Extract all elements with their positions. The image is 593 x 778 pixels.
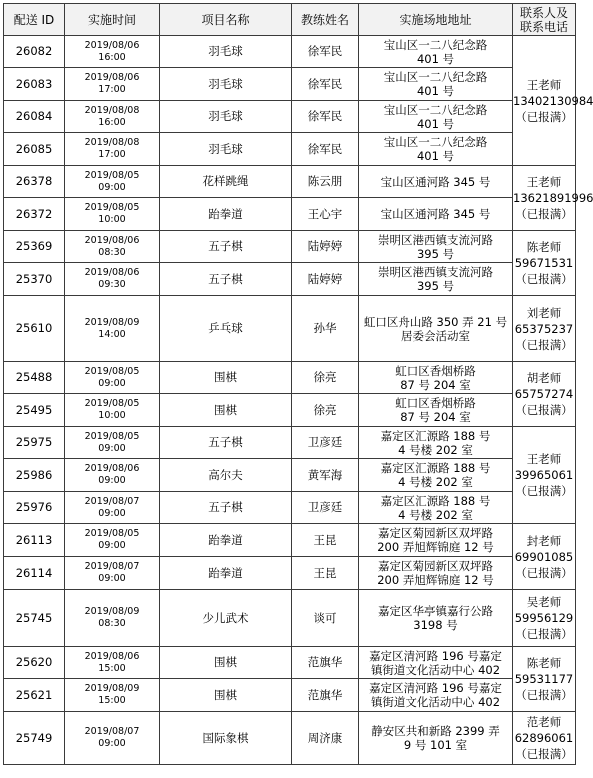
contact-name: 刘老师 — [526, 305, 562, 320]
address-line1: 静安区共和新路 2399 弄 — [371, 724, 500, 738]
project-name: 跆拳道 — [160, 524, 292, 557]
session-clock: 10:00 — [98, 410, 126, 421]
session-date: 2019/08/09 — [84, 316, 140, 328]
session-time — [65, 557, 160, 590]
project-name: 五子棋 — [160, 427, 292, 459]
address-line1: 嘉定区清河路 196 号嘉定 — [369, 648, 502, 663]
address-line1: 嘉定区汇源路 188 号 — [380, 428, 491, 443]
address-line2: 200 弄旭辉锦庭 12 号 — [377, 573, 494, 587]
session-clock: 16:00 — [98, 116, 126, 128]
session-date: 2019/08/07 — [84, 495, 140, 507]
address-line1: 宝山区一二八纪念路 — [383, 102, 488, 117]
venue-address — [359, 524, 513, 557]
address-line2: 200 弄旭辉锦庭 12 号 — [377, 540, 494, 554]
contact-phone: 59671531 — [514, 256, 574, 270]
session-clock: 09:00 — [98, 181, 126, 193]
address-line1: 宝山区一二八纪念路 — [383, 135, 488, 149]
session-time — [65, 647, 160, 679]
table-row — [4, 492, 576, 524]
venue-address — [359, 133, 513, 166]
delivery-id: 25620 — [4, 647, 65, 679]
address-line1: 嘉定区菊园新区双坪路 — [378, 559, 493, 573]
session-clock: 16:00 — [98, 51, 126, 63]
session-date: 2019/08/07 — [84, 726, 140, 737]
contact-name: 范老师 — [526, 715, 562, 729]
table-row — [4, 198, 576, 231]
session-date: 2019/08/06 — [84, 39, 140, 51]
session-clock: 08:30 — [98, 618, 126, 629]
coach-name: 孙华 — [292, 296, 359, 362]
coach-name: 范旗华 — [292, 647, 359, 679]
contact-status: （已报满） — [515, 747, 573, 761]
address-line2: 4 号楼 202 室 — [398, 507, 473, 522]
venue-address — [359, 68, 513, 101]
delivery-id: 26378 — [4, 166, 65, 198]
contact-name: 封老师 — [526, 533, 562, 548]
project-name: 围棋 — [160, 679, 292, 712]
table-row — [4, 557, 576, 590]
contact-status: （已报满） — [515, 688, 573, 702]
session-date: 2019/08/07 — [84, 561, 140, 572]
coach-name: 卫彦廷 — [292, 427, 359, 459]
session-clock: 09:00 — [98, 377, 126, 389]
table-row — [4, 394, 576, 427]
coach-name: 徐军民 — [292, 101, 359, 133]
session-time — [65, 68, 160, 101]
contact-phone: 59956129 — [514, 611, 574, 625]
contact-cell — [513, 524, 576, 590]
coach-name: 王心宇 — [292, 198, 359, 231]
session-date: 2019/08/06 — [84, 650, 140, 662]
session-time — [65, 36, 160, 68]
venue-address — [359, 166, 513, 198]
session-date: 2019/08/05 — [84, 169, 140, 181]
header-project: 项目名称 — [160, 4, 292, 36]
session-time — [65, 679, 160, 712]
contact-name: 王老师 — [526, 77, 562, 92]
table-row — [4, 712, 576, 765]
session-clock: 09:30 — [98, 279, 126, 290]
address-line2: 395 号 — [416, 279, 455, 293]
delivery-id: 25610 — [4, 296, 65, 362]
project-name: 羽毛球 — [160, 68, 292, 101]
venue-address — [359, 557, 513, 590]
session-time — [65, 590, 160, 647]
coach-name: 周济康 — [292, 712, 359, 765]
session-clock: 10:00 — [98, 214, 126, 225]
delivery-id: 25986 — [4, 459, 65, 492]
header-contact-line2: 联系电话 — [519, 19, 568, 34]
contact-phone: 59531177 — [514, 672, 574, 686]
contact-name: 陈老师 — [526, 240, 562, 254]
coach-name: 范旗华 — [292, 679, 359, 712]
session-time — [65, 231, 160, 263]
address-line2: 居委会活动室 — [401, 328, 470, 343]
contact-cell — [513, 166, 593, 231]
project-name: 跆拳道 — [160, 557, 292, 590]
venue-address — [359, 394, 513, 427]
contact-phone: 62896061 — [514, 731, 574, 745]
session-time — [65, 524, 160, 557]
session-clock: 15:00 — [98, 695, 126, 706]
venue-address — [359, 679, 513, 712]
coach-name: 徐亮 — [292, 362, 359, 394]
delivery-id: 25370 — [4, 263, 65, 296]
table-row — [4, 133, 576, 166]
address-line1: 宝山区一二八纪念路 — [383, 37, 488, 52]
delivery-id: 26083 — [4, 68, 65, 101]
table-row — [4, 590, 576, 647]
delivery-id: 26084 — [4, 101, 65, 133]
session-time — [65, 427, 160, 459]
venue-address — [359, 296, 513, 362]
table-row — [4, 166, 576, 198]
session-clock: 09:00 — [98, 738, 126, 749]
address-line1: 嘉定区清河路 196 号嘉定 — [369, 681, 502, 695]
project-name: 羽毛球 — [160, 133, 292, 166]
session-time — [65, 492, 160, 524]
coach-name: 陈云朋 — [292, 166, 359, 198]
delivery-id: 25975 — [4, 427, 65, 459]
contact-status: （已报满） — [515, 403, 573, 417]
coach-name: 谈可 — [292, 590, 359, 647]
session-date: 2019/08/05 — [84, 202, 140, 213]
delivery-id: 25621 — [4, 679, 65, 712]
venue-address — [359, 36, 513, 68]
session-date: 2019/08/05 — [84, 398, 140, 409]
table-body — [4, 36, 593, 765]
project-name: 围棋 — [160, 647, 292, 679]
session-date: 2019/08/06 — [84, 72, 140, 83]
session-clock: 09:00 — [98, 475, 126, 486]
delivery-id: 26372 — [4, 198, 65, 231]
table-row — [4, 427, 576, 459]
session-clock: 09:00 — [98, 540, 126, 551]
session-date: 2019/08/06 — [84, 463, 140, 474]
address-line1: 宝山区通河路 345 号 — [380, 174, 491, 189]
project-name: 围棋 — [160, 394, 292, 427]
contact-cell — [513, 712, 576, 765]
address-line1: 崇明区港西镇支流河路 — [378, 265, 493, 279]
session-clock: 17:00 — [98, 84, 126, 95]
table-row — [4, 524, 576, 557]
project-name: 乒乓球 — [160, 296, 292, 362]
table-row — [4, 36, 576, 68]
address-line1: 嘉定区汇源路 188 号 — [380, 461, 491, 475]
venue-address — [359, 263, 513, 296]
session-time — [65, 296, 160, 362]
address-line1: 虹口区舟山路 350 弄 21 号 — [363, 314, 508, 329]
project-name: 围棋 — [160, 362, 292, 394]
session-time — [65, 712, 160, 765]
contact-phone: 39965061 — [514, 468, 574, 482]
session-clock: 09:00 — [98, 507, 126, 519]
address-line1: 宝山区一二八纪念路 — [383, 70, 488, 84]
session-time — [65, 166, 160, 198]
coach-name: 陆婷婷 — [292, 231, 359, 263]
coach-name: 陆婷婷 — [292, 263, 359, 296]
delivery-id: 25745 — [4, 590, 65, 647]
contact-name: 胡老师 — [526, 371, 562, 385]
delivery-id: 26114 — [4, 557, 65, 590]
delivery-id: 25495 — [4, 394, 65, 427]
coach-name: 徐军民 — [292, 68, 359, 101]
coach-name: 徐军民 — [292, 133, 359, 166]
project-name: 花样跳绳 — [160, 166, 292, 198]
session-date: 2019/08/06 — [84, 234, 140, 246]
address-line2: 87 号 204 室 — [400, 377, 471, 392]
session-date: 2019/08/05 — [84, 430, 140, 442]
table-row — [4, 101, 576, 133]
address-line2: 镇街道文化活动中心 402 — [370, 662, 501, 677]
address-line1: 嘉定区汇源路 188 号 — [380, 493, 491, 508]
contact-name: 王老师 — [526, 175, 562, 189]
address-line2: 395 号 — [416, 246, 455, 261]
address-line2: 87 号 204 室 — [400, 410, 471, 424]
contact-status: （已报满） — [515, 337, 573, 352]
address-line2: 镇街道文化活动中心 402 — [370, 695, 501, 709]
table-row — [4, 459, 576, 492]
session-clock: 09:00 — [98, 573, 126, 584]
address-line2: 3198 号 — [413, 618, 458, 632]
contact-phone: 69901085 — [514, 549, 574, 564]
schedule-table — [3, 3, 593, 765]
header-time: 实施时间 — [65, 4, 160, 36]
venue-address — [359, 647, 513, 679]
contact-name: 王老师 — [526, 452, 562, 466]
session-date: 2019/08/05 — [84, 528, 140, 539]
delivery-id: 25369 — [4, 231, 65, 263]
project-name: 跆拳道 — [160, 198, 292, 231]
delivery-id: 26113 — [4, 524, 65, 557]
project-name: 五子棋 — [160, 492, 292, 524]
session-clock: 14:00 — [98, 328, 126, 340]
venue-address — [359, 590, 513, 647]
contact-cell — [513, 590, 576, 647]
project-name: 羽毛球 — [160, 36, 292, 68]
session-time — [65, 133, 160, 166]
delivery-id: 25976 — [4, 492, 65, 524]
coach-name: 王昆 — [292, 524, 359, 557]
contact-status: （已报满） — [515, 272, 573, 286]
coach-name: 徐亮 — [292, 394, 359, 427]
session-time — [65, 101, 160, 133]
coach-name: 徐军民 — [292, 36, 359, 68]
address-line1: 宝山区通河路 345 号 — [380, 207, 491, 221]
contact-status: （已报满） — [515, 207, 573, 221]
venue-address — [359, 712, 513, 765]
contact-cell — [513, 296, 576, 362]
header-row — [4, 4, 576, 36]
address-line2: 4 号楼 202 室 — [398, 475, 473, 489]
contact-cell — [513, 362, 576, 427]
contact-status: （已报满） — [515, 484, 573, 498]
header-address: 实施场地地址 — [359, 4, 513, 36]
header-contact-line1: 联系人及 — [519, 5, 568, 20]
table-row — [4, 231, 576, 263]
venue-address — [359, 231, 513, 263]
address-line2: 4 号楼 202 室 — [398, 442, 473, 457]
address-line2: 9 号 101 室 — [403, 738, 468, 752]
coach-name: 黄军海 — [292, 459, 359, 492]
project-name: 高尔夫 — [160, 459, 292, 492]
session-date: 2019/08/06 — [84, 267, 140, 278]
venue-address — [359, 362, 513, 394]
project-name: 少儿武术 — [160, 590, 292, 647]
session-clock: 17:00 — [98, 149, 126, 160]
project-name: 羽毛球 — [160, 101, 292, 133]
venue-address — [359, 459, 513, 492]
session-time — [65, 362, 160, 394]
address-line2: 401 号 — [416, 51, 455, 66]
session-clock: 09:00 — [98, 442, 126, 454]
address-line2: 401 号 — [416, 116, 455, 131]
contact-name: 吴老师 — [526, 595, 562, 609]
venue-address — [359, 492, 513, 524]
contact-status: （已报满） — [515, 109, 573, 124]
project-name: 五子棋 — [160, 231, 292, 263]
contact-cell — [513, 647, 576, 712]
session-time — [65, 394, 160, 427]
session-time — [65, 198, 160, 231]
table-row — [4, 647, 576, 679]
project-name: 五子棋 — [160, 263, 292, 296]
coach-name: 王昆 — [292, 557, 359, 590]
session-date: 2019/08/05 — [84, 365, 140, 377]
session-date: 2019/08/09 — [84, 606, 140, 617]
address-line1: 虹口区香烟桥路 — [395, 396, 476, 410]
header-coach: 教练姓名 — [292, 4, 359, 36]
session-time — [65, 263, 160, 296]
session-clock: 15:00 — [98, 662, 126, 674]
table-row — [4, 263, 576, 296]
address-line1: 崇明区港西镇支流河路 — [378, 232, 493, 247]
table-row — [4, 679, 576, 712]
table-row — [4, 296, 576, 362]
address-line1: 嘉定区菊园新区双坪路 — [378, 526, 493, 540]
delivery-id: 26085 — [4, 133, 65, 166]
address-line1: 嘉定区华亭镇嘉行公路 — [378, 604, 493, 618]
contact-cell — [513, 427, 576, 524]
contact-status: （已报满） — [515, 627, 573, 641]
session-time — [65, 459, 160, 492]
project-name: 国际象棋 — [160, 712, 292, 765]
table-row — [4, 68, 576, 101]
session-date: 2019/08/08 — [84, 104, 140, 116]
delivery-id: 25749 — [4, 712, 65, 765]
address-line2: 401 号 — [416, 84, 455, 98]
address-line1: 虹口区香烟桥路 — [395, 363, 476, 378]
header-contact — [513, 4, 576, 36]
venue-address — [359, 101, 513, 133]
contact-status: （已报满） — [515, 565, 573, 580]
session-date: 2019/08/09 — [84, 683, 140, 694]
coach-name: 卫彦廷 — [292, 492, 359, 524]
contact-phone: 13402130984 — [513, 93, 593, 108]
venue-address — [359, 427, 513, 459]
header-id: 配送 ID — [4, 4, 65, 36]
contact-phone: 13621891996 — [513, 191, 593, 205]
venue-address — [359, 198, 513, 231]
session-date: 2019/08/08 — [84, 137, 140, 148]
delivery-id: 26082 — [4, 36, 65, 68]
contact-cell — [513, 231, 576, 296]
contact-name: 陈老师 — [526, 656, 562, 670]
session-clock: 08:30 — [98, 246, 126, 258]
table-row — [4, 362, 576, 394]
address-line2: 401 号 — [416, 149, 455, 163]
contact-cell — [513, 36, 593, 166]
contact-phone: 65757274 — [514, 387, 574, 401]
contact-phone: 65375237 — [514, 321, 574, 336]
delivery-id: 25488 — [4, 362, 65, 394]
